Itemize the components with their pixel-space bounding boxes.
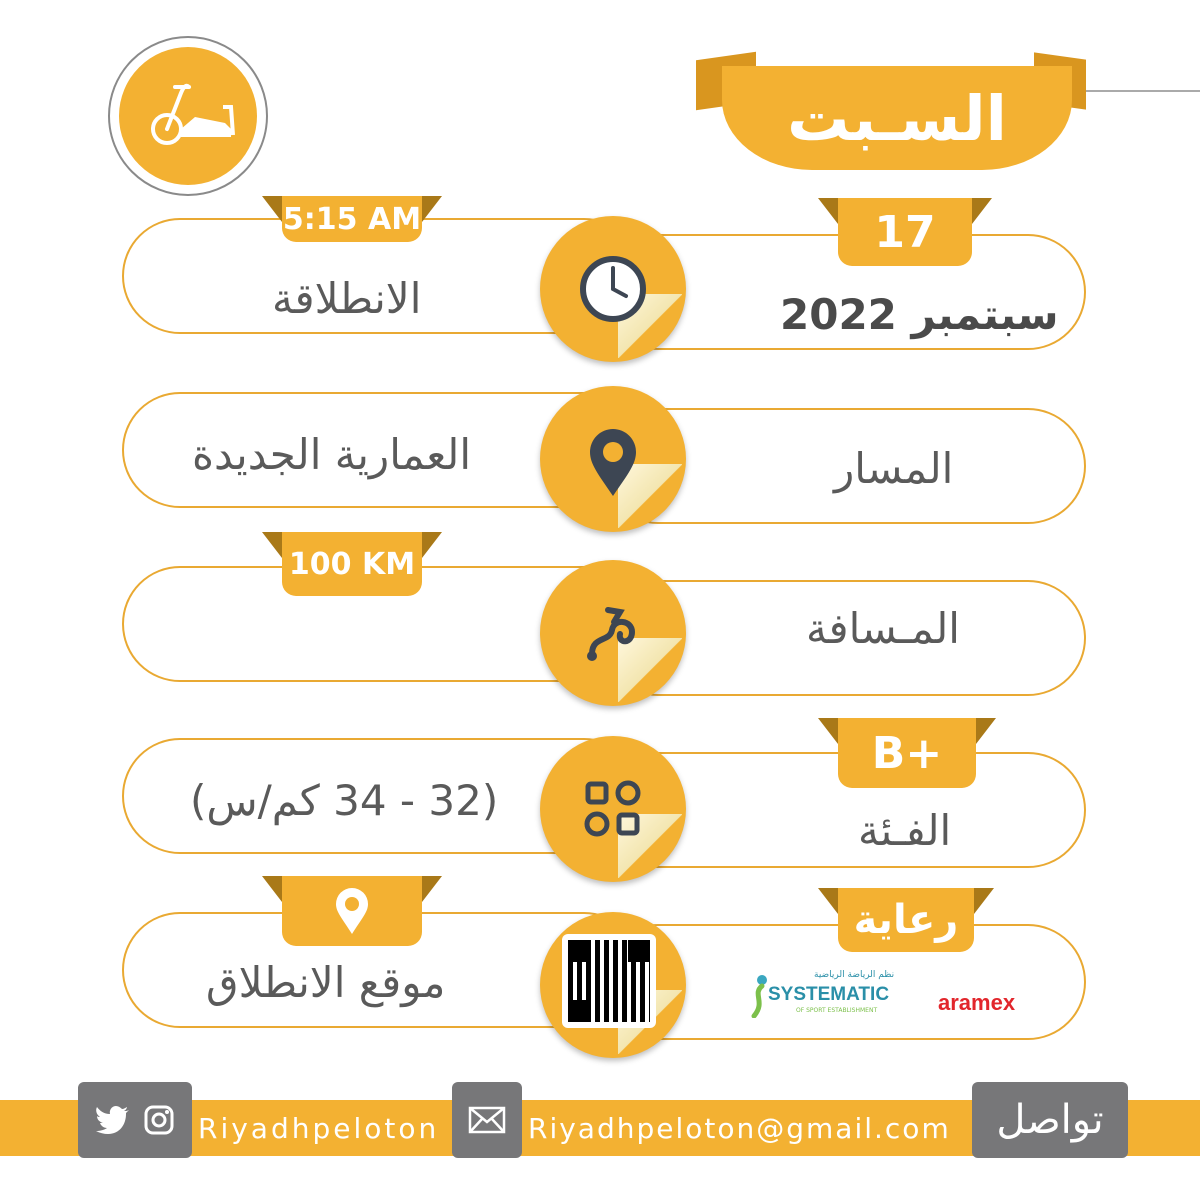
location-label[interactable]: موقع الانطلاق xyxy=(206,958,446,1007)
social-tab xyxy=(78,1082,192,1158)
start-time-tab xyxy=(282,196,422,242)
route-value: العمارية الجديدة xyxy=(192,430,472,479)
systematic-ar: نظم الرياضة الرياضية xyxy=(814,970,895,980)
date-day-value: 17 xyxy=(874,206,936,258)
category-grade-tab xyxy=(838,718,976,788)
date-day-tab xyxy=(838,198,972,266)
location-circle xyxy=(540,386,686,532)
title-line xyxy=(1080,90,1200,92)
location-pin-tab[interactable] xyxy=(282,876,422,946)
aramex-logo: aramex xyxy=(938,990,1016,1015)
sponsors-tab xyxy=(838,888,974,952)
social-handle[interactable]: Riyadhpeloton xyxy=(198,1112,440,1145)
systematic-en: SYSTEMATIC xyxy=(768,984,890,1005)
distance-value: 100 KM xyxy=(288,546,416,582)
start-time-value: 5:15 AM xyxy=(282,201,422,237)
start-label: الانطلاقة xyxy=(272,274,422,323)
category-speed: (32 - 34 كم/س) xyxy=(190,776,499,825)
qr-code[interactable] xyxy=(562,934,656,1028)
qr-circle xyxy=(540,912,686,1058)
route-label: المسار xyxy=(834,444,954,493)
categories-icon xyxy=(578,774,648,844)
category-label: الفـئة xyxy=(858,806,952,855)
distance-label: المـسافة xyxy=(806,604,960,653)
email-tab[interactable] xyxy=(452,1082,522,1158)
contact-label: تواصل xyxy=(996,1097,1104,1143)
clock-icon xyxy=(578,254,648,324)
systematic-figure-icon xyxy=(748,972,770,1018)
clock-circle xyxy=(540,216,686,362)
map-pin-icon xyxy=(578,424,648,500)
sponsors-label: رعاية xyxy=(853,897,959,943)
bike-logo xyxy=(108,36,268,196)
twitter-icon[interactable] xyxy=(96,1106,130,1134)
contact-tab xyxy=(972,1082,1128,1158)
route-path-icon xyxy=(578,598,648,668)
location-pin-icon xyxy=(332,886,372,936)
stationary-bike-icon xyxy=(119,47,257,185)
date-month-year: سبتمبر 2022 xyxy=(780,290,1059,339)
instagram-icon[interactable] xyxy=(144,1105,174,1135)
email-icon xyxy=(468,1106,506,1134)
email-text[interactable]: Riyadhpeloton@gmail.com xyxy=(528,1112,951,1145)
systematic-logo xyxy=(744,972,904,1022)
day-title: السـبت xyxy=(787,81,1007,155)
title-ribbon xyxy=(722,66,1072,170)
category-grade: B+ xyxy=(871,727,943,779)
distance-tab xyxy=(282,532,422,596)
category-circle xyxy=(540,736,686,882)
distance-circle xyxy=(540,560,686,706)
systematic-sub: OF SPORT ESTABLISHMENT xyxy=(796,1007,878,1014)
